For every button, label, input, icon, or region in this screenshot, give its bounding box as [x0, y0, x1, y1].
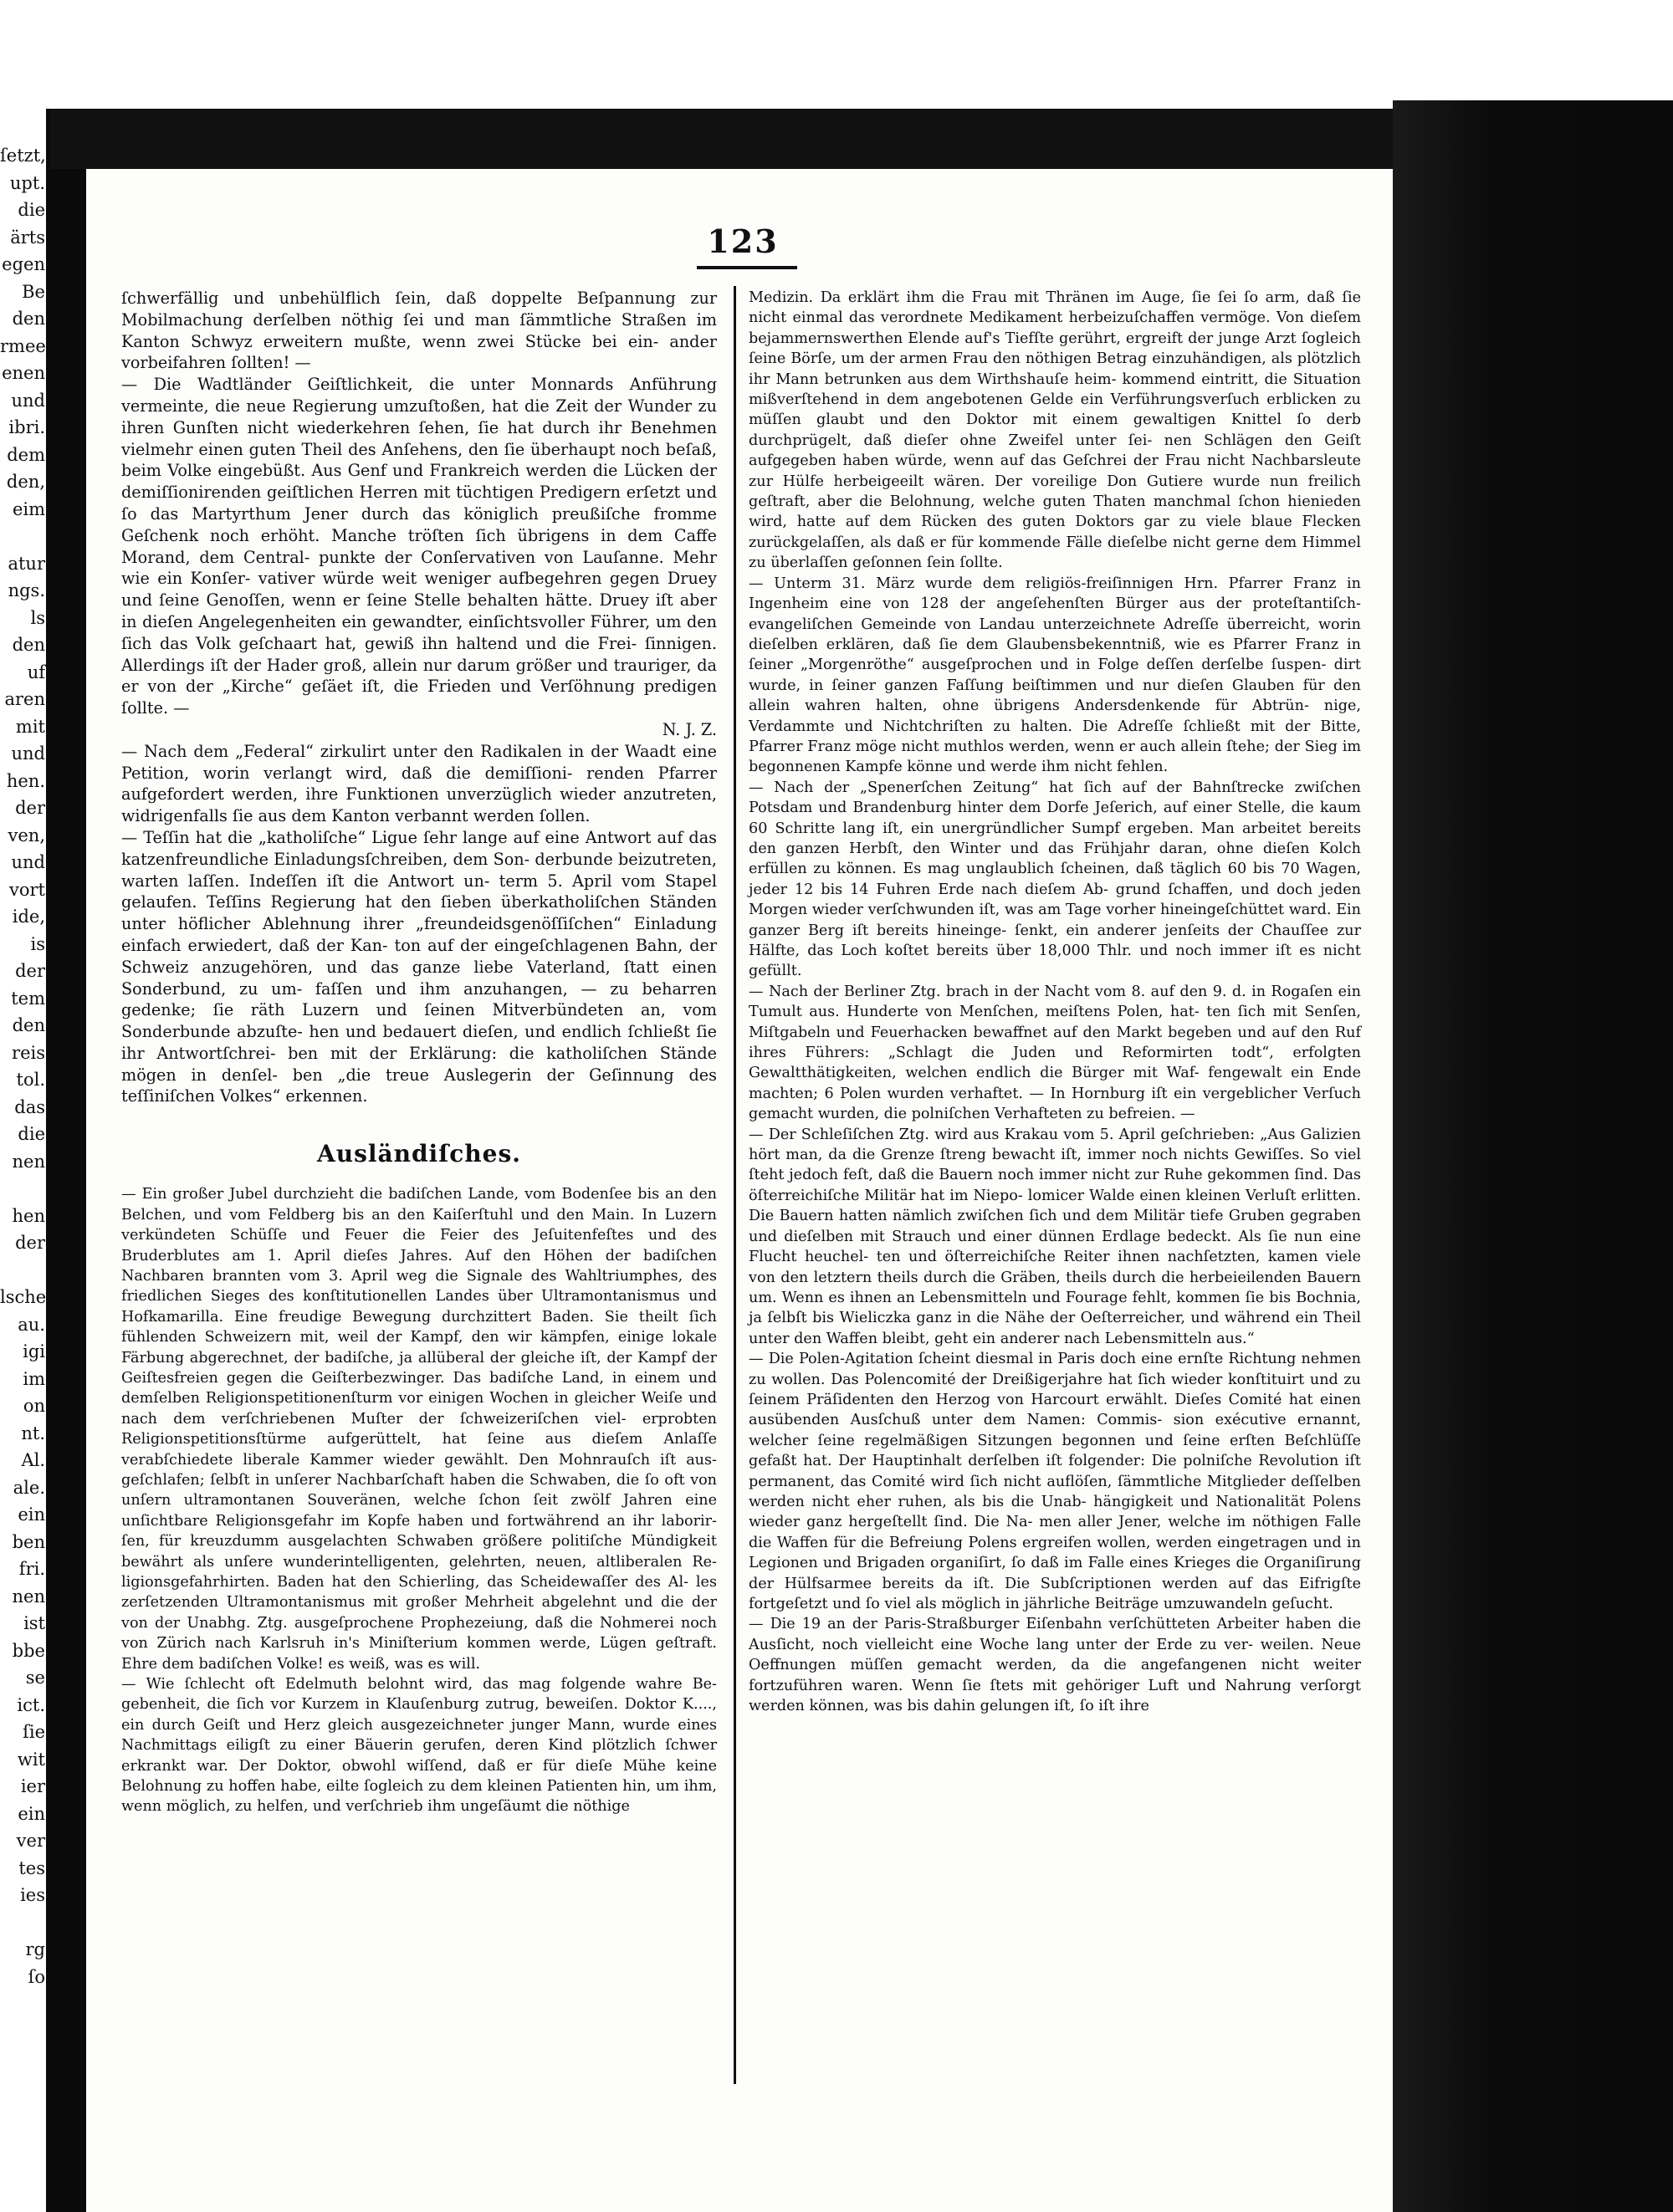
facing-page-fragment: ein	[18, 1504, 45, 1525]
facing-page-fragment: uf	[27, 662, 45, 682]
facing-page-fragment: der	[15, 961, 45, 981]
facing-page-fragment: der	[15, 798, 45, 818]
facing-page-fragment: eim	[12, 498, 45, 519]
facing-page-fragments	[0, 142, 49, 2183]
newspaper-page	[86, 169, 1393, 2212]
facing-page-fragment: ſie	[23, 1722, 45, 1742]
facing-page-fragment: ngs.	[8, 580, 45, 600]
book-spine	[46, 109, 86, 2212]
paragraph: — Die 19 an der Paris-Straßburger Eiſenbahn verſchütteten Arbeiter haben die Ausſicht, noch vielleicht eine Woche lang unter der Erde zu ver- weilen. Neue Oeffnungen müſſen gemacht werden, da die angefangenen nicht weiter fortzuführen waren. Wenn ſie ſtets mit gehöriger Luft und Nahrung verſorgt werden können, was bis dahin gelungen iſt, ſo iſt ihre	[749, 1616, 1361, 1715]
facing-page-fragment: ls	[30, 607, 45, 628]
facing-page-fragment: bbe	[12, 1640, 45, 1661]
facing-page-fragment: und	[11, 743, 45, 764]
column-divider	[734, 286, 736, 2084]
facing-page-fragment: den	[12, 635, 45, 655]
facing-page-fragment: ide,	[12, 907, 45, 927]
facing-page-fragment: ver	[16, 1831, 45, 1851]
facing-page-fragment: ist	[23, 1613, 45, 1633]
facing-page-fragment: vort	[9, 879, 45, 900]
facing-page-fragment: ibri.	[8, 417, 45, 437]
facing-page-fragment: ſo	[28, 1966, 45, 1987]
facing-page-fragment: nt.	[21, 1423, 45, 1443]
paragraph: — Der Schleſiſchen Ztg. wird aus Krakau vom 5. April geſchrieben: „Aus Galizien hört man, da die Grenze ſtreng bewacht iſt, immer noch nichts Gewiſſes. So viel ſteht jedoch feſt, daß die Bauern noch immer nicht zur Ruhe gekommen ſind. Das öſterreichiſche Militär hat im Niepo- lomicer Walde einen kleinen Verluſt erlitten. Die Bauern hatten nämlich zwiſchen ſich und dem Militär tiefe Gruben gegraben und dieſelben mit Strauch und einer dünnen Erdlage bedeckt. Als ſie nun eine Flucht heuchel- ten und öſterreichiſche Reiter ihnen nachſetzten, kamen viele von den letztern theils durch die Gräben, theils durch die herbeieilenden Bauern um. Wenn es ihnen an Lebensmitteln und Fourage fehlt, kommen ſie bis Bochnia, ja ſelbſt bis Wieliczka ganz in die Nähe der Oeſterreicher, und während ein Theil unter den Waffen bleibt, geht ein anderer nach Lebensmitteln aus.“	[749, 1126, 1361, 1347]
facing-page-fragment: reis	[12, 1042, 45, 1063]
facing-page-fragment: die	[18, 200, 45, 220]
right-column	[749, 288, 1361, 1716]
facing-page-fragment: rmee	[0, 335, 46, 356]
facing-page-fragment: hen	[12, 1205, 45, 1226]
facing-page-fragment: on	[23, 1396, 45, 1416]
facing-page-fragment: ein	[18, 1803, 45, 1824]
facing-page-fragment: atur	[8, 553, 45, 574]
facing-page-fragment: ale.	[13, 1477, 45, 1498]
facing-page-fragment: fri.	[18, 1559, 45, 1579]
facing-page-fragment: ven,	[8, 825, 45, 845]
page-edge-shadow	[1393, 100, 1673, 2212]
paragraph: ſchwerfällig und unbehülflich ſein, daß doppelte Beſpannung zur Mobilmachung derſelben nöthig ſei und man ſämmtliche Straßen im Kanton Schwyz erweitern mußte, wenn zwei Stücke bei ein- ander vorbeifahren ſollten! —	[121, 289, 717, 373]
facing-page-fragment: das	[14, 1096, 45, 1117]
facing-page-fragment: ärts	[10, 227, 45, 248]
facing-page-fragment: lsche	[0, 1287, 47, 1307]
paragraph: — Die Wadtländer Geiſtlichkeit, die unter Monnards Anführung vermeinte, die neue Regierung umzuſtoßen, hat die Zeit der Wunder zu ihren Gunſten nicht wiederkehren ſehen, ſie hat durch ihr Benehmen vielmehr einen guten Theil des Anſehens, den ſie überhaupt noch beſaß, beim Volke eingebüßt. Aus Genf und Frankreich werden die Lücken der demiſſionirenden geiſtlichen Herren mit tüchtigen Predigern erſetzt und ſo das Martyrthum Jener durch das königlich preußiſche fromme Geſchenk noch erhöht. Manche tröſten ſich übrigens in dem Caffe Morand, dem Central- punkte der Conſervativen von Lauſanne. Mehr wie ein Konſer- vativer würde weit weniger aufbegehren gegen Druey und ſeine Genoſſen, wenn er ſeine Stelle behalten hätte. Druey iſt aber in dieſen Angelegenheiten ein gewandter, einſichtsvoller Führer, um den ſich das Volk geſchaart hat, gewiß ihn haltend und die Frei- ſinnigen. Allerdings iſt der Hader groß, allein nur darum größer und trauriger, da er von der „Kirche“ geſäet iſt, die Frieden und Verſöhnung predigen ſollte. —	[121, 375, 717, 718]
facing-page-fragment: upt.	[9, 172, 45, 193]
facing-page-fragment: ict.	[17, 1694, 45, 1715]
facing-page-fragment: tol.	[16, 1070, 45, 1090]
section-heading: Ausländiſches.	[317, 1140, 521, 1168]
facing-page-fragment: die	[18, 1124, 45, 1144]
facing-page-fragment: rg	[25, 1939, 45, 1959]
facing-page-fragment: ies	[20, 1885, 45, 1905]
facing-page-fragment: Al.	[21, 1450, 45, 1470]
facing-page-fragment: egen	[2, 254, 45, 274]
paragraph: — Nach der Berliner Ztg. brach in der Nacht vom 8. auf den 9. d. in Rogaſen ein Tumult aus. Hunderte von Menſchen, meiſtens Polen, hat- ten ſich mit Senſen, Miſtgabeln und Feuerhacken bewaffnet auf den Markt begeben und auf den Ruf ihres Führers: „Schlagt die Juden und Reformirten todt“, erfolgten Gewaltthätigkeiten, welchen endlich die Bürger mit Waf- fengewalt ein Ende machten; 6 Polen wurden verhaftet. — In Hornburg iſt ein vergeblicher Verſuch gemacht wurden, die polniſchen Verhafteten zu befreien. —	[749, 983, 1361, 1123]
left-column	[121, 288, 717, 1817]
paragraph: — Nach der „Spenerſchen Zeitung“ hat ſich auf der Bahnſtrecke zwiſchen Potsdam und Brandenburg hinter dem Dorfe Jeſerich, auf einer Stelle, die kaum 60 Schritte lang iſt, ein unergründlicher Sumpf ergeben. Man arbeitet bereits den ganzen Herbſt, den Winter und das Frühjahr daran, ohne dieſen Kolch erfüllen zu können. Es mag unglaublich ſcheinen, daß täglich 60 bis 70 Wagen, jeder 12 bis 14 Fuhren Erde nach dieſem Ab- grund ſchaffen, und doch jeden Morgen wieder verſchwunden iſt, was am Tage vorher hineingeſchüttet ward. Ein ganzer Berg iſt bereits hineinge- ſenkt, ein anderer jenſeits der Chauſſee zur Hälfte, das Loch koſtet bereits über 18,000 Thlr. und noch immer iſt es nicht gefüllt.	[749, 779, 1361, 980]
facing-page-fragment: der	[15, 1233, 45, 1253]
facing-page-fragment: dem	[7, 444, 45, 465]
facing-page-fragment	[0, 1257, 49, 1285]
facing-page-fragment: aren	[4, 689, 45, 709]
paragraph: — Die Polen-Agitation ſcheint diesmal in Paris doch eine ernſte Richtung nehmen zu wollen. Das Polencomité der Dreißigerjahre hat ſich wieder konſtituirt und zu ſeinem Präſidenten den Herzog von Harcourt erwählt. Dieſes Comité hat einen ausübenden Ausſchuß unter dem Namen: Commis- sion exécutive ernannt, welcher ſeine regelmäßigen Sitzungen begonnen und ſeine erſten Beſchlüſſe gefaßt hat. Der Hauptinhalt derſelben iſt folgender: Die polniſche Revolution iſt permanent, das Comité wird ſich nicht auflöſen, ſämmtliche Mitglieder deſſelben werden nicht eher ruhen, als bis die Unab- hängigkeit und Nationalität Polens wieder ganz hergeſtellt ſind. Die Na- men aller Jener, welche im nöthigen Falle die Waffen für die Befreiung Polens ergreifen wollen, werden eingetragen und in Legionen und Brigaden organiſirt, ſo daß im Falle eines Krieges die Organiſirung der Hülfsarmee bereits da iſt. Die Subſcriptionen werden auf das Eifrigſte fortgeſetzt und ſo viel als möglich in jährliche Beiträge umzuwandeln geſucht.	[749, 1351, 1361, 1612]
facing-page-fragment: hen.	[6, 770, 45, 791]
facing-page-fragment: tem	[11, 988, 45, 1009]
facing-page-fragment: den	[12, 1015, 45, 1035]
source-signature: N. J. Z.	[662, 719, 717, 739]
page-number-rule	[697, 266, 797, 269]
facing-page-fragment: Be	[22, 281, 45, 302]
facing-page-fragment: mit	[15, 716, 45, 737]
facing-page-fragment: ſetzt,	[0, 146, 46, 166]
facing-page-fragment	[0, 1909, 49, 1937]
paragraph: — Wie ſchlecht oft Edelmuth belohnt wird, das mag folgende wahre Be- gebenheit, die ſich vor Kurzem in Klauſenburg zutrug, beweiſen. Doktor K...., ein durch Geiſt und Herz gleich ausgezeichneter junger Mann, wurde eines Nachmittags eiligſt zu einer Bäuerin gerufen, deren Kind plötzlich ſchwer erkrankt war. Der Doktor, obwohl wiſſend, daß er für dieſe Mühe keine Belohnung zu hoffen habe, eilte ſogleich zu dem kleinen Patienten hin, um ihm, wenn möglich, zu helfen, und verſchrieb ihm ungeſäumt die nöthige	[121, 1676, 717, 1816]
facing-page-fragment: und	[11, 852, 45, 872]
facing-page-fragment: den	[12, 309, 45, 329]
facing-page-fragment	[0, 523, 49, 550]
facing-page-fragment: enen	[2, 363, 45, 383]
paragraph: — Teſſin hat die „katholiſche“ Ligue ſehr lange auf eine Antwort auf das katzenfreundliche Einladungsſchreiben, dem Son- derbunde beizutreten, warten laſſen. Indeſſen iſt die Antwort un- term 5. April vom Stapel gelaufen. Teſſins Regierung hat den ſieben überkatholiſchen Ständen unter höflicher Ablehnung ihrer „freundeidsgenöſſiſchen“ Einladung einfach erwiedert, daß der Kan- ton auf der eingeſchlagenen Bahn, der Schweiz anzugehören, und das ganze liebe Vaterland, ſtatt einen Sonderbund, zu um- faſſen und ihm anzuhangen, — zu beharren gedenke; ſie räth Luzern und ſeinen Mitverbündeten an, vom Sonderbunde abzuſte- hen und bedauert dieſen, und endlich ſchließt ſie ihr Antwortſchrei- ben mit der Erklärung: die katholiſchen Stände mögen in denſel- ben „die treue Auslegerin der Geſinnung des teſſiniſchen Volkes“ erkennen.	[121, 827, 717, 1106]
paragraph: — Unterm 31. März wurde dem religiös-freiſinnigen Hrn. Pfarrer Franz in Ingenheim eine von 128 der angeſehenſten Bürger aus der proteſtantiſch- evangeliſchen Gemeinde von Landau unterzeichnete Adreſſe überreicht, worin dieſelben erklären, daß ſie dem Glaubensbekenntniß, wie es Pfarrer Franz in ſeiner „Morgenröthe“ ausgeſprochen und in Folge deſſen derſelbe ſuspen- dirt wurde, in ſeiner ganzen Faſſung beiſtimmen und nur dieſen Glauben für den allein wahren halten, ohne übrigens Andersdenkende für Abtrün- nige, Verdammte und Nichtchriſten zu halten. Die Adreſſe ſchließt mit der Bitte, Pfarrer Franz möge nicht muthlos werden, wenn er auch allein ſtehe; der Sieg im begonnenen Kampfe könne und werde ihm nicht fehlen.	[749, 575, 1361, 776]
facing-page-fragment: den,	[6, 472, 45, 492]
facing-page-fragment: au.	[18, 1314, 45, 1335]
facing-page-fragment: is	[30, 933, 45, 954]
facing-page-fragment: wit	[17, 1749, 45, 1770]
facing-page-fragment: im	[23, 1368, 45, 1389]
facing-page-fragment: ben	[12, 1531, 45, 1552]
facing-page-fragment: tes	[18, 1857, 45, 1878]
facing-page-fragment: se	[25, 1668, 45, 1688]
facing-page-fragment: nen	[12, 1586, 45, 1607]
page-number: 123	[707, 222, 779, 260]
paragraph: — Ein großer Jubel durchzieht die badiſchen Lande, vom Bodenſee bis an den Belchen, und vom Feldberg bis an den Kaiſerſtuhl und den Main. In Luzern verkündeten Schüſſe und Feuer die Feier des Jeſuitenfeſtes und des Bruderblutes am 1. April dieſes Jahres. Auf den Höhen der badiſchen Nachbaren brannten vom 3. April weg die Signale des Wahltriumphes, des friedlichen Sieges des konſtitutionellen Landes über Ultramontanismus und Hofkamarilla. Eine freudige Bewegung durchzittert Baden. Sie theilt ſich fühlenden Schweizern mit, weil der Kampf, den wir kämpfen, einige lokale Färbung abgerechnet, der badiſche, ja allüberal der gleiche iſt, der Kampf der Geiſtesfreien gegen die Geiſterbezwinger. Das badiſche Land, in einem und demſelben Religionspetitionenſturm vor einigen Wochen in gleicher Weiſe und nach dem verſchriebenen Muſter der ſchweizeriſchen viel- erprobten Religionspetitionsſtürme aufgerüttelt, hat ſeine aus dieſem Anlaſſe verabſchiedete liberale Kammer wieder gewählt. Den Mohnrauſch iſt aus- geſchlafen; ſelbſt in unſerer Nachbarſchaft haben die Schwaben, die ſo oft von unſern ultramontanen Souveränen, welche ſchon ſeit zwölf Jahren eine unſichtbare Religionsgefahr im Kopfe haben und fortwährend an ihr laborir- ſen, für kreuzdumm ausgelachten Schwaben größere politiſche Mündigkeit bewährt als unſere wunderintelligenten, gelehrten, neuen, altliberalen Re- ligionsgefahrhirten. Baden hat den Schierling, das Scheidewaſſer des Al- les zerſetzenden Ultramontanismus mit großer Mehrheit abgelehnt und die der von der Unabhg. Ztg. ausgeſprochene Prophezeiung, daß die Nohmerei noch von Zürich nach Karlsruh in's Miniſterium kommen werde, Lügen geſtraft. Ehre dem badiſchen Volke! es weiß, was es will.	[121, 1186, 717, 1673]
facing-page-fragment: und	[11, 390, 45, 411]
paragraph: — Nach dem „Federal“ zirkulirt unter den Radikalen in der Waadt eine Petition, worin verlangt wird, daß die demiſſioni- renden Pfarrer aufgefordert werden, ihre Funktionen unverzüglich wieder anzutreten, widrigenfalls ſie aus dem Kanton verbannt werden ſollen.	[121, 741, 717, 826]
facing-page-fragment	[0, 1175, 49, 1203]
facing-page-fragment: ier	[20, 1776, 45, 1796]
facing-page-fragment: nen	[12, 1151, 45, 1172]
facing-page-fragment: igi	[23, 1341, 45, 1361]
scan-top-border	[50, 109, 1405, 169]
paragraph: Medizin. Da erklärt ihm die Frau mit Thränen im Auge, ſie ſei ſo arm, daß ſie nicht einmal das verordnete Medikament herbeizuſchaffen vermöge. Von dieſem bejammernswerthen Elende auf's Tiefſte gerührt, ergreift der junge Arzt ſogleich ſeine Börſe, um der armen Frau den nöthigen Betrag einzuhändigen, als plötzlich ihr Mann betrunken aus dem Wirthshauſe heim- kommend eintritt, die Situation mißverſtehend in dem angebotenen Gelde ein Verführungsverſuch erblicken zu müſſen glaubt und den Doktor mit einem gewaltigen Knittel ſo derb durchprügelt, daß dieſer ohne Zweifel unter ſei- nen Schlägen den Geiſt aufgegeben haben würde, wenn auf das Geſchrei der Frau nicht Nachbarsleute zur Hülfe herbeigeeilt wären. Der voreilige Don Gutiere wurde nun freilich geſtraft, aber die Belohnung, welche guten Thaten manchmal ſchon hienieden wird, hatte auf dem Rücken des guten Doktors gar zu viele blaue Flecken zurückgelaſſen, als daß er für kommende Fälle dieſelbe nicht gerne dem Himmel zu überlaſſen geſonnen ſein ſollte.	[749, 289, 1361, 572]
